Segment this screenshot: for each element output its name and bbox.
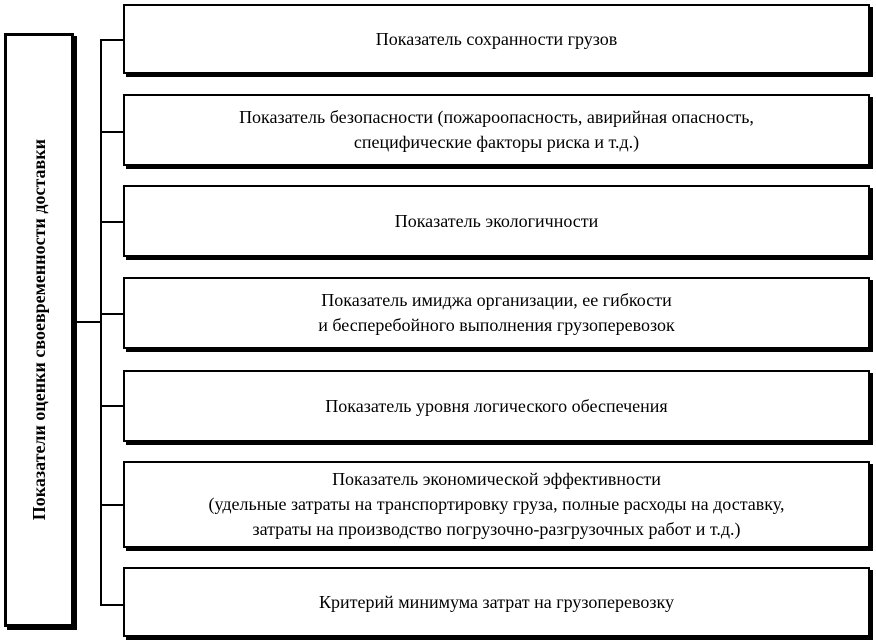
indicator-line: Критерий минимума затрат на грузоперевозку [319, 591, 674, 612]
indicator-line: (удельные затраты на транспортировку груза, полные расходы на доставку, [208, 494, 785, 514]
indicator-line: Показатель экологичности [394, 210, 599, 231]
indicator-line: специфические факторы риска и т.д.) [353, 132, 640, 152]
indicator-text [325, 394, 667, 419]
indicator-box-security [123, 94, 870, 166]
indicator-text [239, 105, 754, 155]
indicator-box-min-cost [123, 567, 870, 637]
indicator-box-image [123, 277, 870, 349]
indicator-box-ecology [123, 185, 870, 257]
indicator-line: Показатель безопасности (пожароопасность, авирийная опасность, [239, 107, 754, 127]
indicator-text [376, 27, 618, 52]
indicator-line: Показатель сохранности грузов [375, 28, 618, 49]
indicator-line: Показатель уровня логического обеспечения [325, 395, 668, 416]
indicator-box-logistics [123, 370, 870, 442]
indicator-line: Показатель имиджа организации, ее гибкости [321, 290, 672, 310]
indicator-text [209, 467, 785, 542]
indicator-line: и бесперебойного выполнения грузоперевозок [318, 315, 675, 335]
indicator-box-economic-efficiency [123, 461, 870, 548]
indicator-line: затраты на производство погрузочно-разгрузочных работ и т.д.) [252, 519, 741, 539]
indicator-box-cargo-safety [123, 4, 870, 74]
root-category-label: Показатели оценки своевременности доставки [28, 139, 49, 521]
indicator-line: Показатель экономической эффективности [332, 469, 661, 489]
indicator-text [395, 209, 599, 234]
indicator-text [318, 288, 674, 338]
indicator-text [319, 590, 674, 615]
